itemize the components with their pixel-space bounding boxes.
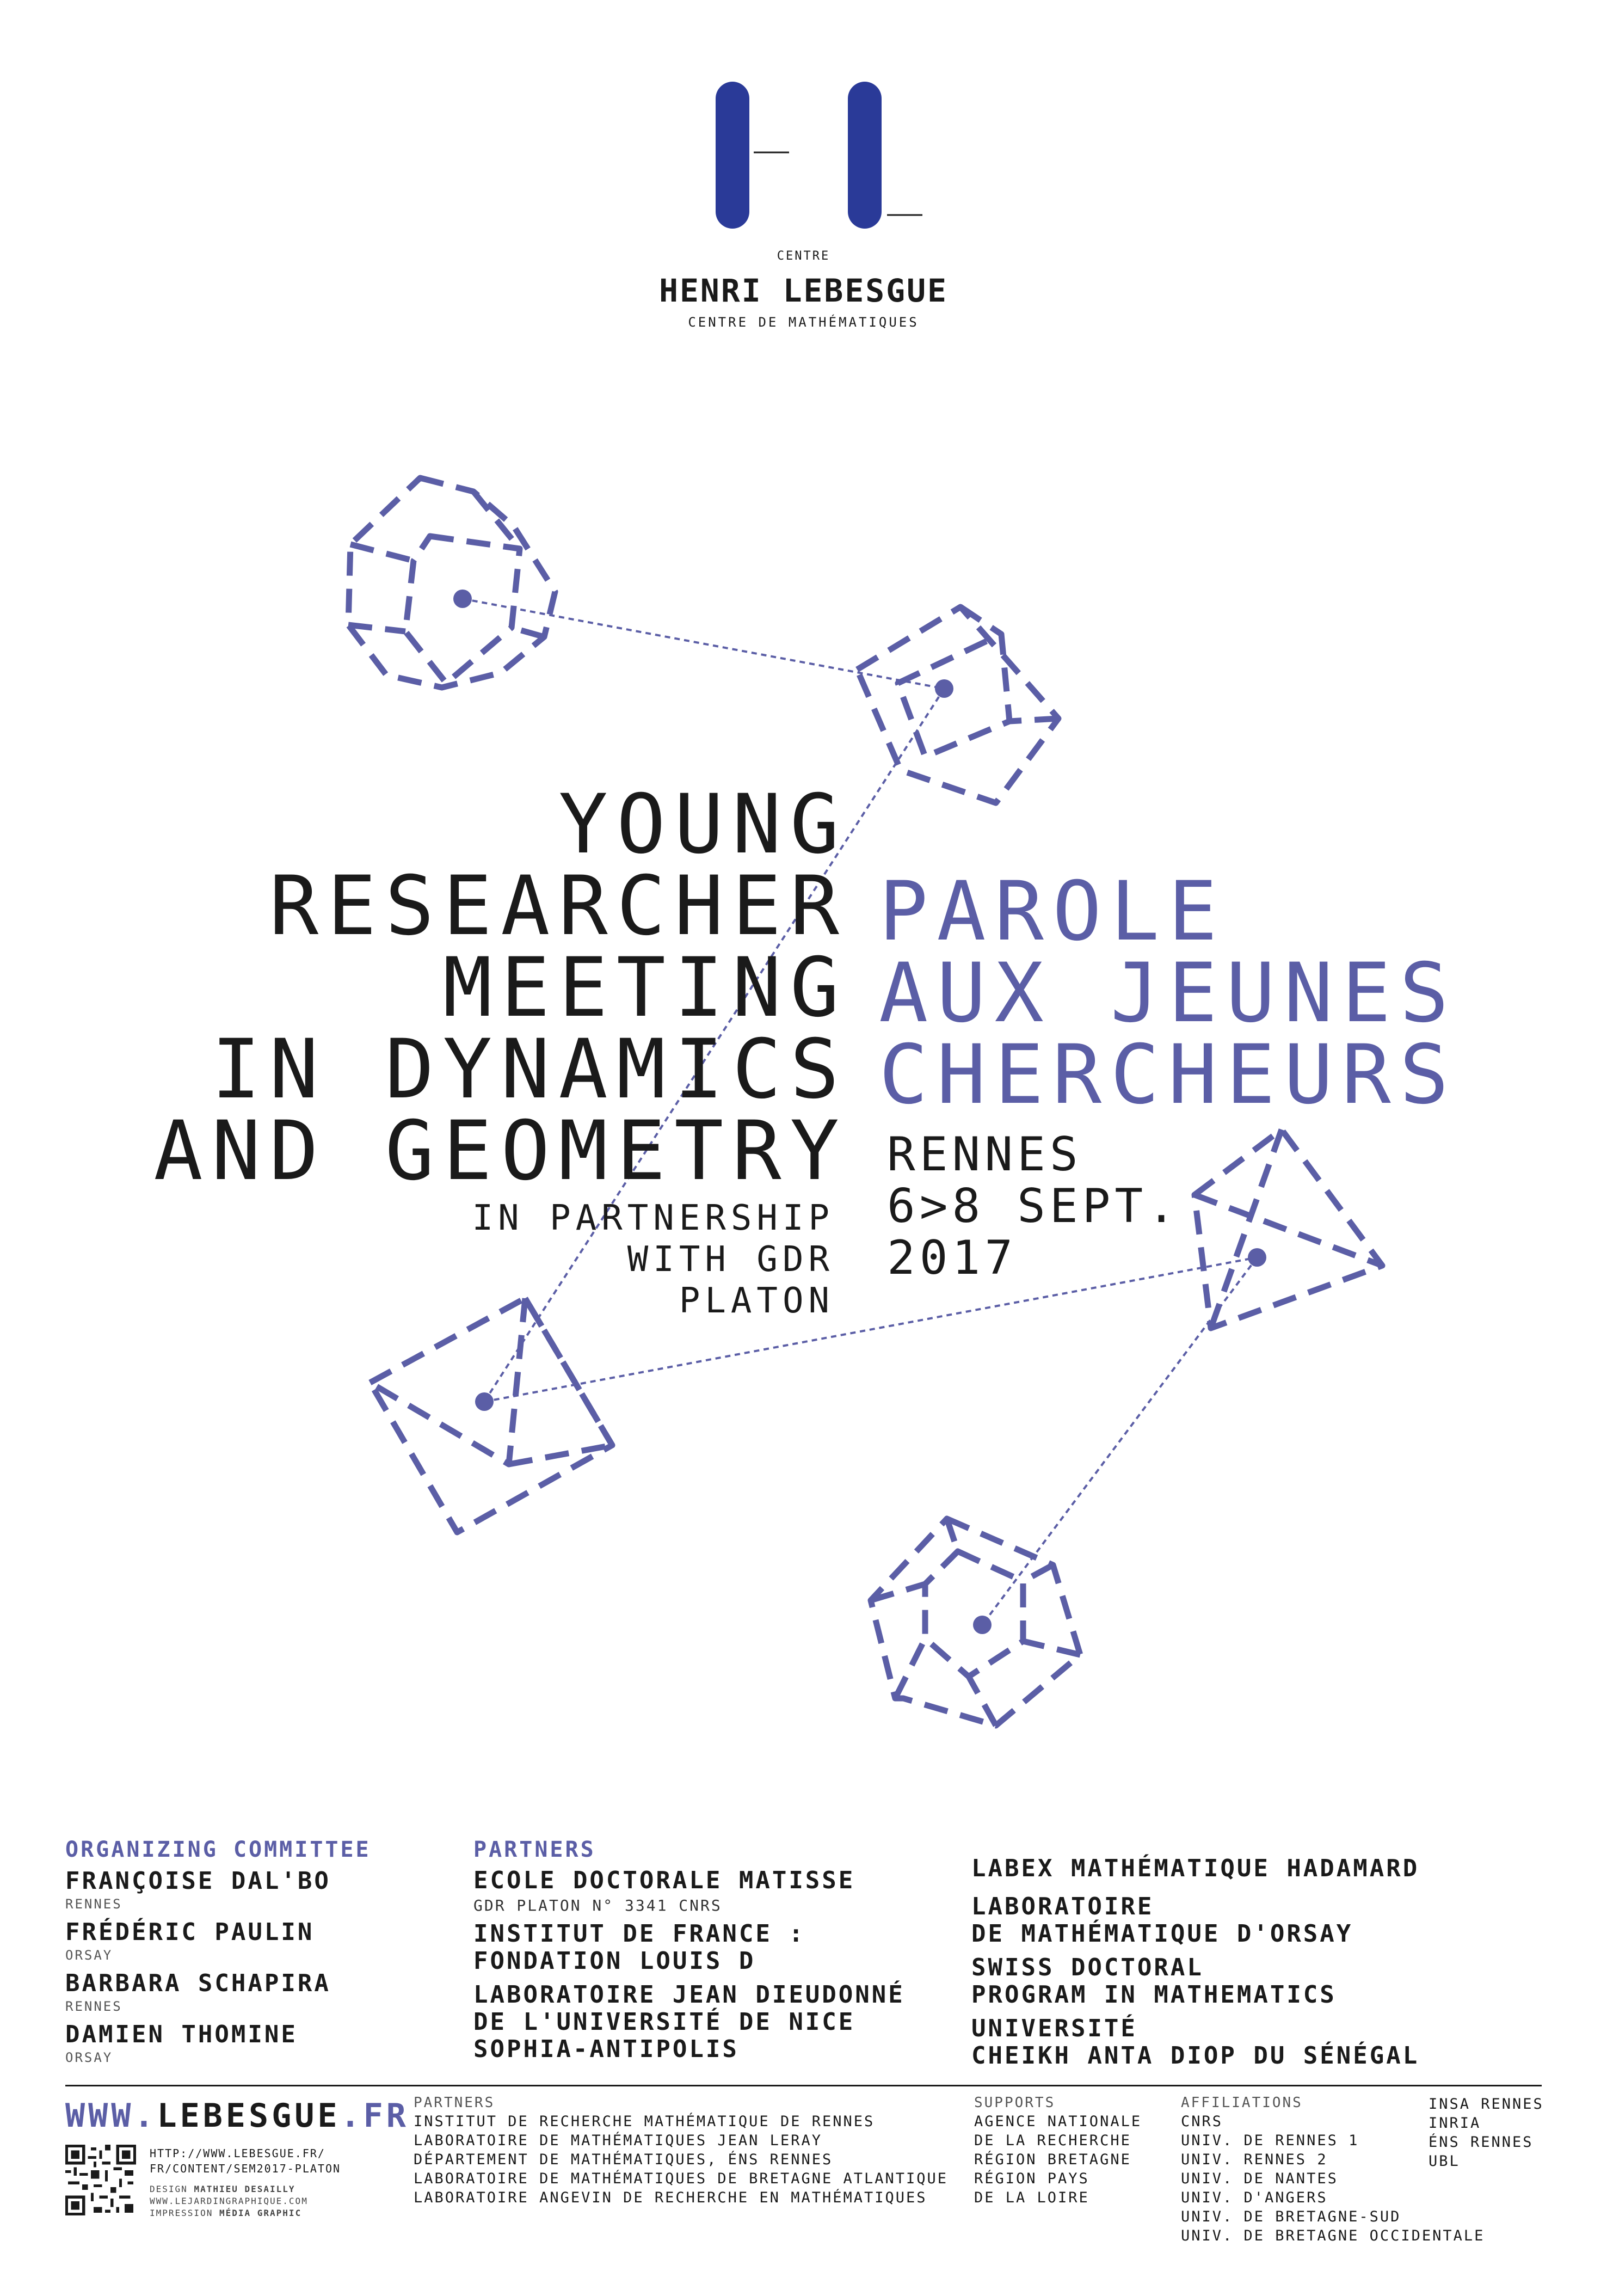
polyhedron-shape bbox=[348, 478, 555, 687]
design-site: WWW.LEJARDINGRAPHIQUE.COM bbox=[150, 2196, 308, 2206]
partner-name: CHEIKH ANTA DIOP DU SÉNÉGAL bbox=[971, 2042, 1420, 2070]
affiliation-item: UBL bbox=[1429, 2153, 1460, 2170]
logo-centre-label: CENTRE bbox=[777, 249, 830, 263]
henri-lebesgue-logo bbox=[707, 82, 936, 240]
supports-heading: SUPPORTS bbox=[974, 2095, 1056, 2111]
logo-name: HENRI LEBESGUE bbox=[659, 272, 948, 309]
partner-name: PROGRAM IN MATHEMATICS bbox=[971, 1981, 1337, 2009]
partner-name: UNIVERSITÉ bbox=[971, 2015, 1137, 2042]
affiliation-item: ÉNS RENNES bbox=[1429, 2134, 1534, 2151]
support-item: RÉGION BRETAGNE bbox=[974, 2151, 1131, 2168]
affiliation-item: CNRS bbox=[1181, 2113, 1223, 2130]
polyhedron-shape bbox=[509, 1445, 612, 1464]
polyhedron-shape bbox=[1195, 1129, 1382, 1328]
title-fr-line: CHERCHEURS bbox=[879, 1028, 1458, 1122]
footer-partner: INSTITUT DE RECHERCHE MATHÉMATIQUE DE RENNES bbox=[414, 2113, 875, 2130]
footer-partners-list bbox=[414, 2112, 948, 2207]
committee-member-name: DAMIEN THOMINE bbox=[65, 2021, 298, 2048]
polyhedron-shape bbox=[898, 634, 1009, 757]
affiliation-item: UNIV. DE BRETAGNE-SUD bbox=[1181, 2208, 1401, 2225]
partner-name: SOPHIA-ANTIPOLIS bbox=[473, 2035, 739, 2063]
partner-name: SWISS DOCTORAL bbox=[971, 1954, 1204, 1981]
affiliation-item: UNIV. DE NANTES bbox=[1181, 2170, 1338, 2187]
committee-member-location: ORSAY bbox=[65, 1948, 113, 1963]
support-item: RÉGION PAYS bbox=[974, 2170, 1089, 2187]
title-en-line: RESEARCHER bbox=[269, 859, 848, 954]
polyhedron-shape bbox=[370, 1298, 612, 1532]
design-label: DESIGN bbox=[150, 2184, 188, 2194]
title-fr-line: AUX JEUNES bbox=[879, 946, 1458, 1041]
website-suffix: .FR bbox=[340, 2097, 409, 2135]
title-en-line: IN DYNAMICS bbox=[211, 1022, 848, 1117]
website-prefix: WWW. bbox=[65, 2097, 157, 2135]
partner-name: LABORATOIRE JEAN DIEUDONNÉ bbox=[473, 1981, 905, 2009]
footer-divider bbox=[65, 2085, 1542, 2086]
title-fr-line: PAROLE bbox=[879, 864, 1226, 959]
support-item: DE LA LOIRE bbox=[974, 2189, 1089, 2206]
footer-partner: LABORATOIRE DE MATHÉMATIQUES DE BRETAGNE ATLANTIQUE bbox=[414, 2170, 949, 2187]
print-credit bbox=[150, 2207, 301, 2220]
affiliation-item: UNIV. DE RENNES 1 bbox=[1181, 2132, 1359, 2149]
committee-member-location: RENNES bbox=[65, 1999, 122, 2014]
polyhedron-shape bbox=[925, 1551, 1023, 1677]
print-label: IMPRESSION bbox=[150, 2208, 213, 2218]
committee-member-location: ORSAY bbox=[65, 2050, 113, 2065]
design-name: MATHIEU DESAILLY bbox=[194, 2184, 295, 2194]
partner-note: GDR PLATON N° 3341 CNRS bbox=[473, 1896, 722, 1914]
partner-name: INSTITUT DE FRANCE : bbox=[473, 1920, 805, 1948]
design-credit bbox=[150, 2183, 295, 2196]
qr-code[interactable] bbox=[65, 2145, 136, 2215]
committee-member-location: RENNES bbox=[65, 1896, 122, 1912]
partner-name: DE MATHÉMATIQUE D'ORSAY bbox=[971, 1920, 1353, 1948]
partner-name: DE L'UNIVERSITÉ DE NICE bbox=[473, 2008, 855, 2036]
event-year: 2017 bbox=[887, 1231, 1018, 1285]
footer-partner: LABORATOIRE ANGEVIN DE RECHERCHE EN MATHÉMATIQUES bbox=[414, 2189, 927, 2206]
partner-name: FONDATION LOUIS D bbox=[473, 1947, 756, 1975]
title-en-line: YOUNG bbox=[558, 777, 848, 872]
website-domain: LEBESGUE bbox=[157, 2097, 341, 2135]
support-item: DE LA RECHERCHE bbox=[974, 2132, 1131, 2149]
partnership-line: IN PARTNERSHIP bbox=[472, 1198, 834, 1238]
organizing-committee-heading: ORGANIZING COMMITTEE bbox=[65, 1837, 371, 1862]
event-city: RENNES bbox=[887, 1127, 1082, 1182]
committee-member-name: FRÉDÉRIC PAULIN bbox=[65, 1918, 315, 1946]
polyhedron-shape bbox=[1211, 1129, 1282, 1328]
polyhedron-shape bbox=[405, 536, 520, 683]
title-en-line: MEETING bbox=[442, 941, 848, 1035]
footer-partners-heading: PARTNERS bbox=[414, 2095, 495, 2111]
partners-heading: PARTNERS bbox=[473, 1837, 596, 1862]
affiliation-item: UNIV. RENNES 2 bbox=[1181, 2151, 1328, 2168]
footer-partner: LABORATOIRE DE MATHÉMATIQUES JEAN LERAY bbox=[414, 2132, 822, 2149]
url-line[interactable]: FR/CONTENT/SEM2017-PLATON bbox=[150, 2162, 341, 2175]
affiliation-item: UNIV. DE BRETAGNE OCCIDENTALE bbox=[1181, 2227, 1485, 2244]
partnership-line: PLATON bbox=[679, 1281, 834, 1321]
partner-name: LABEX MATHÉMATIQUE HADAMARD bbox=[971, 1855, 1420, 1882]
website-link[interactable] bbox=[65, 2097, 409, 2135]
affiliations-heading: AFFILIATIONS bbox=[1181, 2095, 1303, 2111]
support-item: AGENCE NATIONALE bbox=[974, 2113, 1142, 2130]
affiliation-item: INRIA bbox=[1429, 2115, 1481, 2132]
url-line[interactable]: HTTP://WWW.LEBESGUE.FR/ bbox=[150, 2147, 325, 2160]
print-name: MÉDIA GRAPHIC bbox=[219, 2208, 302, 2218]
logo-subtitle: CENTRE DE MATHÉMATIQUES bbox=[688, 315, 919, 330]
title-en-line: AND GEOMETRY bbox=[153, 1104, 848, 1199]
partner-name: ECOLE DOCTORALE MATISSE bbox=[473, 1867, 855, 1894]
event-dates: 6>8 SEPT. bbox=[887, 1179, 1180, 1233]
committee-member-name: BARBARA SCHAPIRA bbox=[65, 1969, 331, 1997]
affiliations-list-2 bbox=[1429, 2095, 1544, 2171]
affiliation-item: UNIV. D'ANGERS bbox=[1181, 2189, 1328, 2206]
polyhedron-shape bbox=[857, 607, 1058, 803]
polyhedron-shape bbox=[370, 1298, 525, 1464]
committee-member-name: FRANÇOISE DAL'BO bbox=[65, 1867, 331, 1895]
affiliation-item: INSA RENNES bbox=[1429, 2096, 1544, 2113]
partnership-line: WITH GDR bbox=[627, 1239, 834, 1280]
supports-list bbox=[974, 2112, 1142, 2207]
partner-name: LABORATOIRE bbox=[971, 1893, 1154, 1920]
footer-partner: DÉPARTEMENT DE MATHÉMATIQUES, ÉNS RENNES bbox=[414, 2151, 833, 2168]
